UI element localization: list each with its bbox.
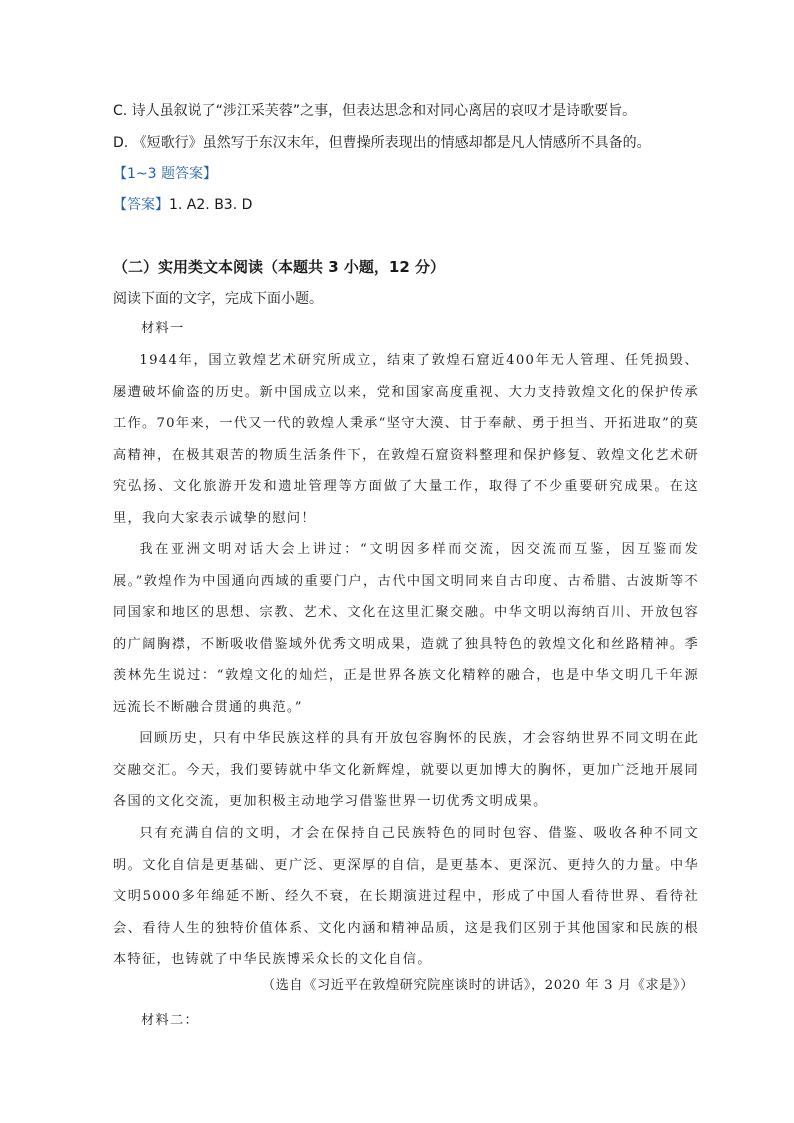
- material-two-label: 材料二：: [141, 1013, 199, 1028]
- material-one-paragraph-1: 1944年，国立敦煌艺术研究所成立，结束了敦煌石窟近400年无人管理、任凭损毁、屡遭破坏偷盗的历史。新中国成立以来，党和国家高度重视、大力支持敦煌文化的保护传承工作。70年来，一代又一代的敦煌人秉承“坚守大漠、甘于奉献、勇于担当、开拓进取”的莫高精神，在极其艰苦的物质生活条件下，在敦煌石窟资料整理和保护修复、敦煌文化艺术研究弘扬、文化旅游开发和遗址管理等方面做了大量工作，取得了不少重要研究成果。在这里，我向大家表示诚挚的慰问！: [113, 353, 699, 526]
- answer-heading: 【1~3 题答案】: [113, 166, 217, 182]
- option-d: D. 《短歌行》虽然写于东汉末年，但曹操所表现出的情感却都是凡人情感所不具备的。: [113, 135, 651, 151]
- material-one-label: 材料一: [141, 321, 185, 336]
- answer-value: 1. A2. B3. D: [169, 197, 253, 213]
- option-c: C. 诗人虽叙说了“涉江采芙蓉”之事，但表达思念和对同心离居的哀叹才是诗歌要旨。: [113, 103, 637, 119]
- section-instruction: 阅读下面的文字，完成下面小题。: [113, 291, 323, 307]
- answer-line: [113, 195, 252, 215]
- answer-label: 【答案】: [113, 197, 169, 213]
- material-one-source: （选自《习近平在敦煌研究院座谈时的讲话》，2020 年 3 月《求是》）: [261, 978, 694, 993]
- material-one-paragraph-2: 我在亚洲文明对话大会上讲过：“文明因多样而交流，因交流而互鉴，因互鉴而发展。”敦煌作为中国通向西域的重要门户，古代中国文明同来自古印度、古希腊、古波斯等不同国家和地区的思想、宗教、艺术、文化在这里汇聚交融。中华文明以海纳百川、开放包容的广阔胸襟，不断吸收借鉴域外优秀文明成果，造就了独具特色的敦煌文化和丝路精神。季羡林先生说过：“敦煌文化的灿烂，正是世界各族文化精粹的融合，也是中华文明几千年源远流长不断融合贯通的典范。”: [113, 542, 699, 715]
- section-title: （二）实用类文本阅读（本题共 3 小题，12 分）: [113, 258, 445, 276]
- material-one-paragraph-4: 只有充满自信的文明，才会在保持自己民族特色的同时包容、借鉴、吸收各种不同文明。文化自信是更基础、更广泛、更深厚的自信，是更基本、更深沉、更持久的力量。中华文明5000多年绵延不断、经久不衰，在长期演进过程中，形成了中国人看待世界、看待社会、看待人生的独特价值体系、文化内涵和精神品质，这是我们区别于其他国家和民族的根本特征，也铸就了中华民族博采众长的文化自信。: [113, 826, 699, 968]
- material-one-paragraph-3: 回顾历史，只有中华民族这样的具有开放包容胸怀的民族，才会容纳世界不同文明在此交融交汇。今天，我们要铸就中华文化新辉煌，就要以更加博大的胸怀，更加广泛地开展同各国的文化交流，更加积极主动地学习借鉴世界一切优秀文明成果。: [113, 731, 699, 810]
